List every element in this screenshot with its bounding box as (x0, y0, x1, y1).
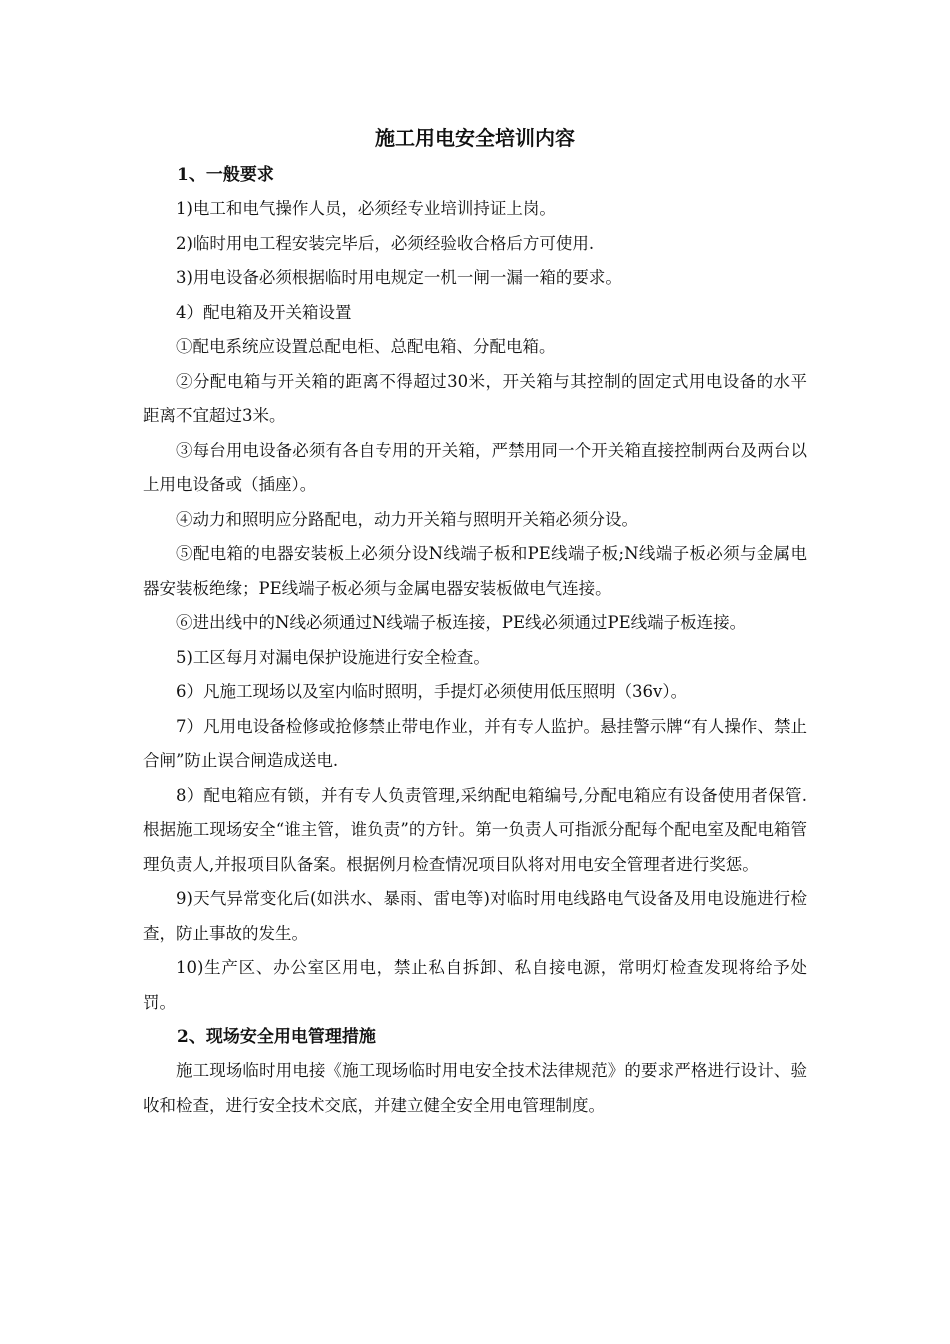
paragraph: 10)生产区、办公室区用电，禁止私自拆卸、私自接电源，常明灯检查发现将给予处罚。 (143, 958, 807, 1012)
paragraph: 施工现场临时用电接《施工现场临时用电安全技术法律规范》的要求严格进行设计、验收和检查，进行安全技术交底，并建立健全安全用电管理制度。 (143, 1061, 807, 1115)
document-body (143, 118, 807, 1123)
document-title: 施工用电安全培训内容 (375, 126, 575, 150)
paragraph: ③每台用电设备必须有各自专用的开关箱，严禁用同一个开关箱直接控制两台及两台以上用电设备或（插座）。 (143, 440, 807, 494)
paragraph: 9)天气异常变化后(如洪水、暴雨、雷电等)对临时用电线路电气设备及用电设施进行检查，防止事故的发生。 (143, 889, 807, 943)
section-heading-general-requirements: 1、一般要求 (177, 165, 274, 185)
paragraph: 2)临时用电工程安装完毕后，必须经验收合格后方可使用. (176, 233, 595, 253)
paragraph: 1)电工和电气操作人员，必须经专业培训持证上岗。 (176, 199, 556, 218)
paragraph: 5)工区每月对漏电保护设施进行安全检查。 (176, 647, 490, 667)
paragraph: ⑤配电箱的电器安装板上必须分设N线端子板和PE线端子板;N线端子板必须与金属电器安装板绝缘；PE线端子板必须与金属电器安装板做电气连接。 (143, 544, 807, 598)
paragraph: 8）配电箱应有锁，并有专人负责管理,采纳配电箱编号,分配电箱应有设备使用者保管.根据施工现场安全“谁主管，谁负责”的方针。第一负责人可指派分配每个配电室及配电箱管理负责人,并报项目队备案。根据例月检查情况项目队将对用电安全管理者进行奖惩。 (143, 785, 807, 874)
paragraph: ①配电系统应设置总配电柜、总配电箱、分配电箱。 (176, 337, 556, 356)
section-heading-site-safety-measures: 2、现场安全用电管理措施 (177, 1027, 376, 1047)
paragraph: ④动力和照明应分路配电，动力开关箱与照明开关箱必须分设。 (176, 509, 638, 529)
paragraph: ②分配电箱与开关箱的距离不得超过30米，开关箱与其控制的固定式用电设备的水平距离不宜超过3米。 (143, 371, 807, 425)
paragraph: 6）凡施工现场以及室内临时照明，手提灯必须使用低压照明（36v）。 (176, 682, 688, 701)
paragraph: 4）配电箱及开关箱设置 (176, 302, 352, 322)
paragraph: 7）凡用电设备检修或抢修禁止带电作业，并有专人监护。悬挂警示牌“有人操作、禁止合闸”防止误合闸造成送电. (143, 716, 807, 770)
paragraph: ⑥进出线中的N线必须通过N线端子板连接，PE线必须通过PE线端子板连接。 (176, 613, 747, 632)
paragraph: 3)用电设备必须根据临时用电规定一机一闸一漏一箱的要求。 (176, 268, 622, 287)
